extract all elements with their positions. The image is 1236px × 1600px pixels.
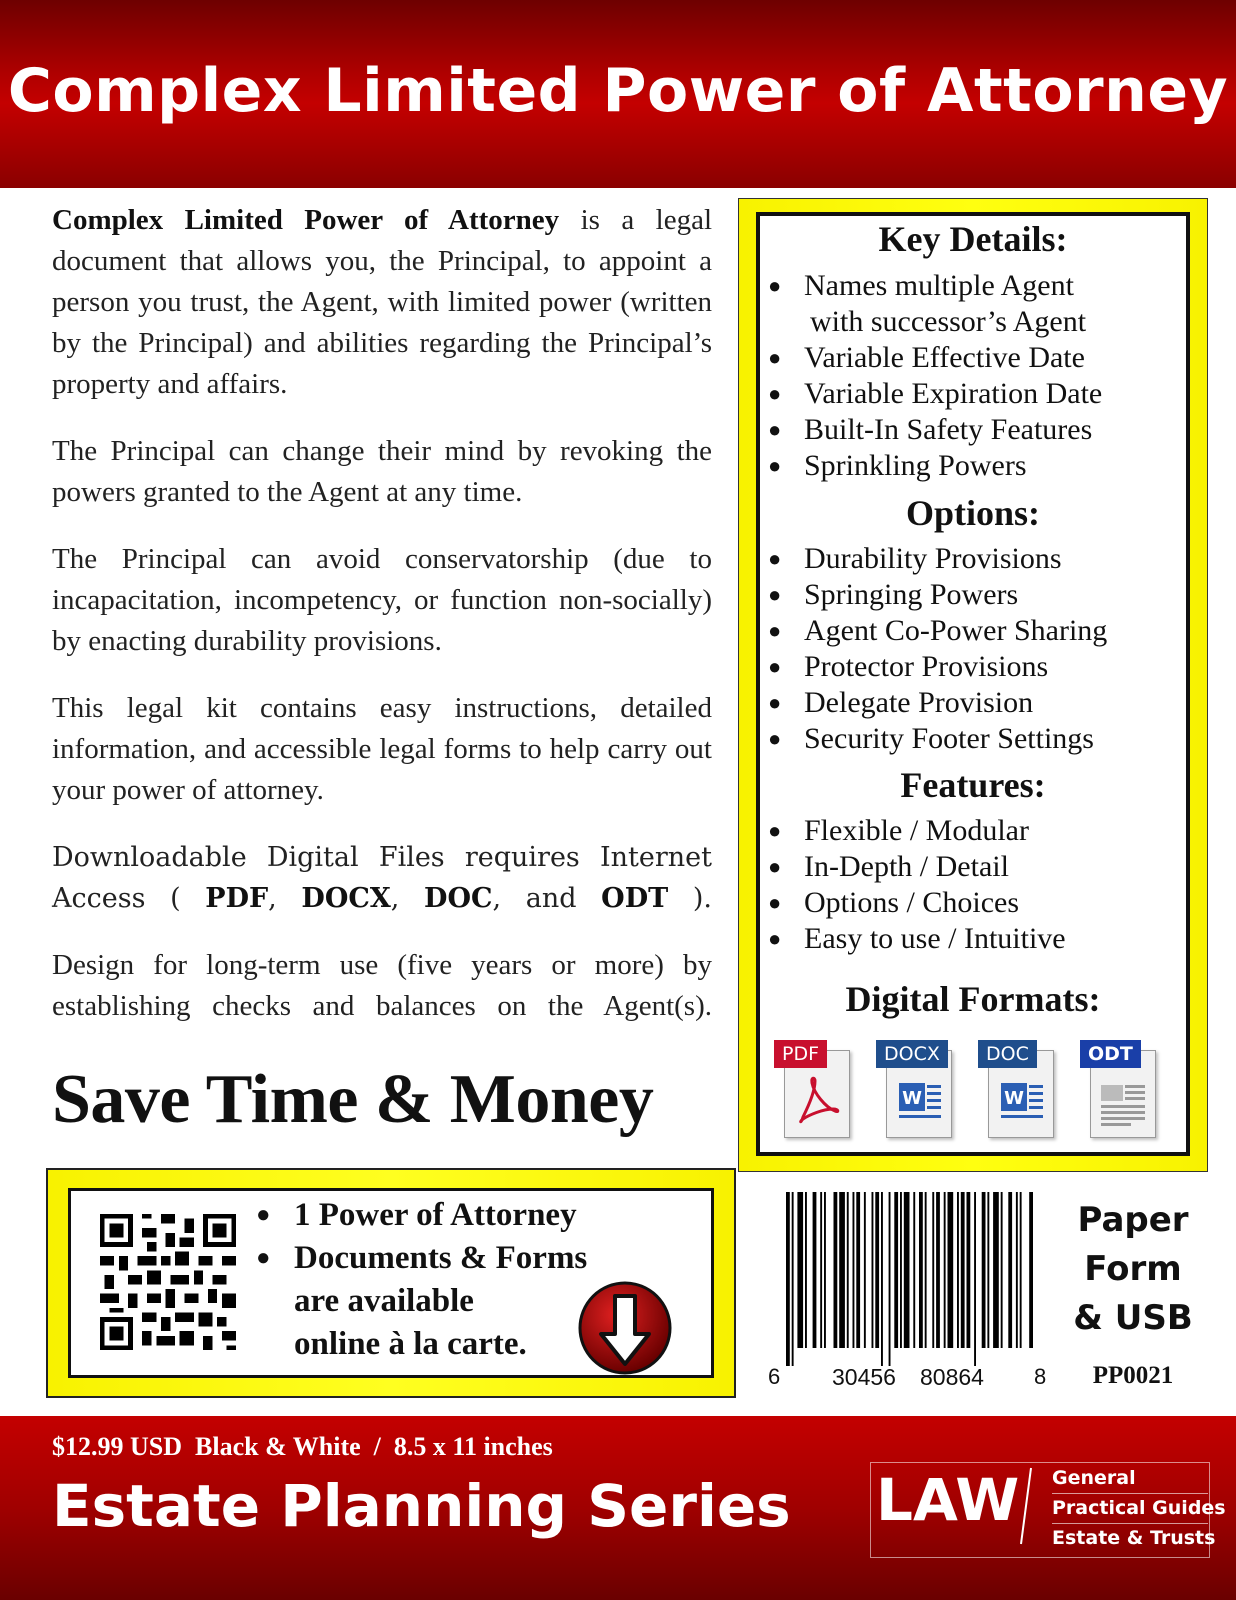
pdf-file-icon [774,1040,852,1140]
barcode-bar [1016,1192,1018,1348]
barcode-bar [974,1192,976,1366]
list-item: ● Variable Effective Date [768,340,1188,376]
list-item: ● Built-In Safety Features [768,412,1188,448]
format-pdf-text: PDF [205,883,269,914]
barcode-lead-digit: 6 [768,1364,781,1389]
series-title: Estate Planning Series [52,1472,791,1540]
doc-label: DOC [978,1040,1037,1068]
list-item: ● Durability Provisions [768,541,1188,577]
format-doc-text: DOC [424,883,493,914]
formats-intro-text: Downloadable Digital Files requires Internet Access ( [52,842,712,914]
intro-paragraph-1 [52,200,712,405]
barcode [786,1192,1036,1366]
barcode-right-digits: 80864 [920,1364,984,1390]
list-item: ● Agent Co-Power Sharing [768,613,1188,649]
barcode-bar [834,1192,838,1348]
barcode-bar [967,1192,971,1348]
barcode-bar [1008,1192,1012,1348]
slogan: Save Time & Money [52,1061,654,1138]
barcode-bar [820,1192,822,1348]
barcode-bar [872,1192,874,1348]
intro-paragraph-5: Downloadable Digital Files requires Internet Access ( PDF, DOCX, DOC, and ODT ). [52,842,712,914]
barcode-bar [864,1192,866,1348]
formats-end-text: ). [692,883,712,914]
list-item: ● Variable Expiration Date [768,376,1188,412]
qr-code[interactable] [100,1214,236,1350]
price-info: $12.99 USD Black & White / 8.5 x 11 inches [52,1432,553,1461]
product-type [1048,1196,1218,1343]
barcode-left-digits: 30456 [832,1364,896,1390]
intro-paragraph-4: This legal kit contains easy instructions, detailed information, and accessible legal forms to help carry out your power of attorney. [52,692,712,806]
list-item: ● Options / Choices [768,885,1188,921]
barcode-bar [925,1192,927,1348]
svg-text:W: W [902,1088,922,1109]
barcode-bar [904,1192,910,1348]
format-odt-text: ODT [601,883,669,914]
list-item: are available [294,1283,474,1319]
docx-file-icon [876,1040,954,1140]
logo-slash-icon [1020,1466,1032,1546]
list-item: with successor’s Agent [810,305,1087,338]
list-item: ● Sprinkling Powers [768,448,1188,484]
barcode-bar [889,1192,891,1366]
barcode-bar [900,1192,902,1348]
product-type-line: Paper [1077,1200,1189,1240]
key-details-list [768,268,1188,484]
features-title: Features: [900,765,1046,805]
logo-line: Estate & Trusts [1052,1527,1216,1549]
odt-label: ODT [1080,1040,1141,1068]
product-name: Complex Limited Power of Attorney [52,204,560,236]
list-item: ● Documents & Forms [256,1237,587,1280]
barcode-bar [982,1192,986,1348]
barcode-bar [993,1192,999,1348]
barcode-bar [987,1192,989,1348]
logo-line: Practical Guides [1052,1494,1208,1524]
list-item: ● Delegate Provision [768,685,1188,721]
key-details-title: Key Details: [878,219,1068,259]
list-item: ● Security Footer Settings [768,721,1188,757]
svg-text:W: W [1004,1088,1024,1109]
and-text: and [525,883,577,914]
list-item: ● Protector Provisions [768,649,1188,685]
list-item: ● Flexible / Modular [768,813,1188,849]
digital-formats-title: Digital Formats: [845,979,1101,1019]
intro-paragraph-6: Design for long-term use (five years or more) by establishing checks and balances on the Agent(s). [52,949,712,1022]
barcode-bar [894,1192,898,1348]
barcode-bar [797,1192,803,1348]
product-code: PP0021 [1092,1362,1174,1389]
barcode-bar [847,1192,849,1348]
barcode-bar [875,1192,879,1348]
options-title: Options: [905,493,1041,533]
barcode-bar [813,1192,817,1348]
doc-file-icon [978,1040,1056,1140]
features-list [768,813,1188,957]
list-item: ● Easy to use / Intuitive [768,921,1188,957]
barcode-bar [839,1192,845,1348]
barcode-bar [786,1192,790,1366]
logo-line: General [1052,1464,1208,1494]
intro-paragraph-3: The Principal can avoid conservatorship (due to incapacitation, incompetency, or function non-socially) by enacting durability provisions. [52,543,712,657]
pdf-label: PDF [774,1040,827,1068]
barcode-bar [1020,1192,1022,1348]
barcode-bar [1001,1192,1003,1348]
barcode-bar [913,1192,915,1348]
list-item: ● Names multiple Agent [768,268,1188,304]
barcode-bar [957,1192,959,1348]
barcode-bar [919,1192,923,1348]
barcode-bar [961,1192,965,1348]
intro-paragraph-1-text: is a legal document that allows you, the Principal, to appoint a person you trust, the Agent, with limited power (written by the Principal) and abilities regarding the Principal’s property and affairs. [52,204,712,400]
law-logo-lines [1052,1464,1226,1553]
barcode-bar [932,1192,934,1348]
barcode-bar [1029,1192,1033,1348]
barcode-bar [853,1192,855,1348]
barcode-check-digit: 8 [1034,1364,1047,1389]
promo-list [256,1194,587,1366]
barcode-bar [944,1192,946,1348]
product-type-line: Form [1084,1249,1182,1289]
download-arrow-icon[interactable] [577,1280,673,1376]
barcode-bar [936,1192,940,1348]
list-item: online à la carte. [294,1326,527,1362]
options-list [768,541,1188,757]
odt-file-icon [1080,1040,1158,1140]
intro-paragraph-2: The Principal can change their mind by revoking the powers granted to the Agent at any time. [52,435,712,508]
list-item: ● In-Depth / Detail [768,849,1188,885]
barcode-bar [881,1192,883,1366]
page-title: Complex Limited Power of Attorney [7,56,1229,126]
barcode-bar [948,1192,954,1348]
barcode-bar [805,1192,807,1348]
docx-label: DOCX [876,1040,948,1068]
product-type-line: & USB [1073,1298,1193,1338]
barcode-bar [792,1192,794,1366]
list-item: ● 1 Power of Attorney [256,1194,587,1237]
format-docx-text: DOCX [301,883,391,914]
barcode-bar [856,1192,860,1348]
barcode-bar [824,1192,826,1348]
list-item: ● Springing Powers [768,577,1188,613]
law-logo-text: LAW [876,1466,1020,1534]
intro-text [52,200,712,1053]
